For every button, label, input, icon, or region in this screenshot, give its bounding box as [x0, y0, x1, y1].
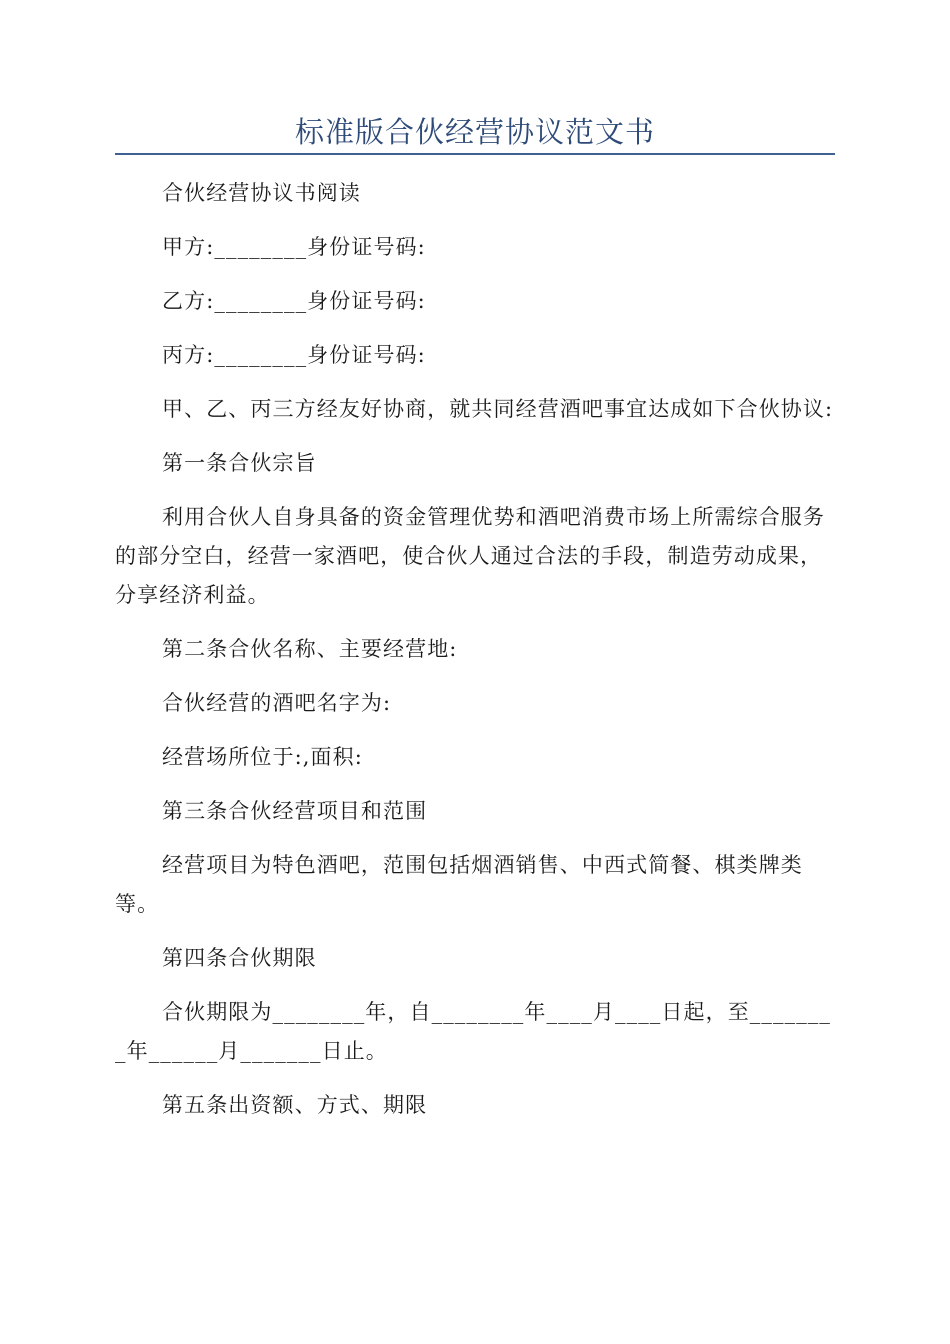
title-block: [115, 112, 835, 152]
article-5-heading: 第五条出资额、方式、期限: [162, 1093, 428, 1117]
article-2-heading: 第二条合伙名称、主要经营地:: [162, 637, 458, 661]
article-3-heading: 第三条合伙经营项目和范围: [162, 799, 428, 823]
article-4-heading: 第四条合伙期限: [162, 946, 317, 970]
article-3-body: 经营项目为特色酒吧，范围包括烟酒销售、中西式简餐、棋类牌类等。: [115, 853, 803, 916]
article-2-bar-name: 合伙经营的酒吧名字为:: [162, 691, 392, 715]
article-2-location: 经营场所位于:,面积:: [162, 745, 363, 769]
article-4-body: 合伙期限为________年，自________年____月____日起，至________年______月_______日止。: [115, 1000, 831, 1063]
article-1-body: 利用合伙人自身具备的资金管理优势和酒吧消费市场上所需综合服务的部分空白，经营一家酒吧，使合伙人通过合法的手段，制造劳动成果，分享经济利益。: [115, 505, 825, 607]
document-body: [115, 174, 835, 1140]
paragraph-party-c: 丙方:________身份证号码:: [162, 343, 426, 367]
title-underline: [115, 153, 835, 155]
paragraph-preamble: 甲、乙、丙三方经友好协商，就共同经营酒吧事宜达成如下合伙协议:: [162, 397, 834, 421]
paragraph-party-a: 甲方:________身份证号码:: [162, 235, 426, 259]
paragraph-party-b: 乙方:________身份证号码:: [162, 289, 426, 313]
article-1-heading: 第一条合伙宗旨: [162, 451, 317, 475]
document-title: 标准版合伙经营协议范文书: [294, 115, 655, 149]
paragraph-reading-heading: 合伙经营协议书阅读: [162, 181, 361, 205]
